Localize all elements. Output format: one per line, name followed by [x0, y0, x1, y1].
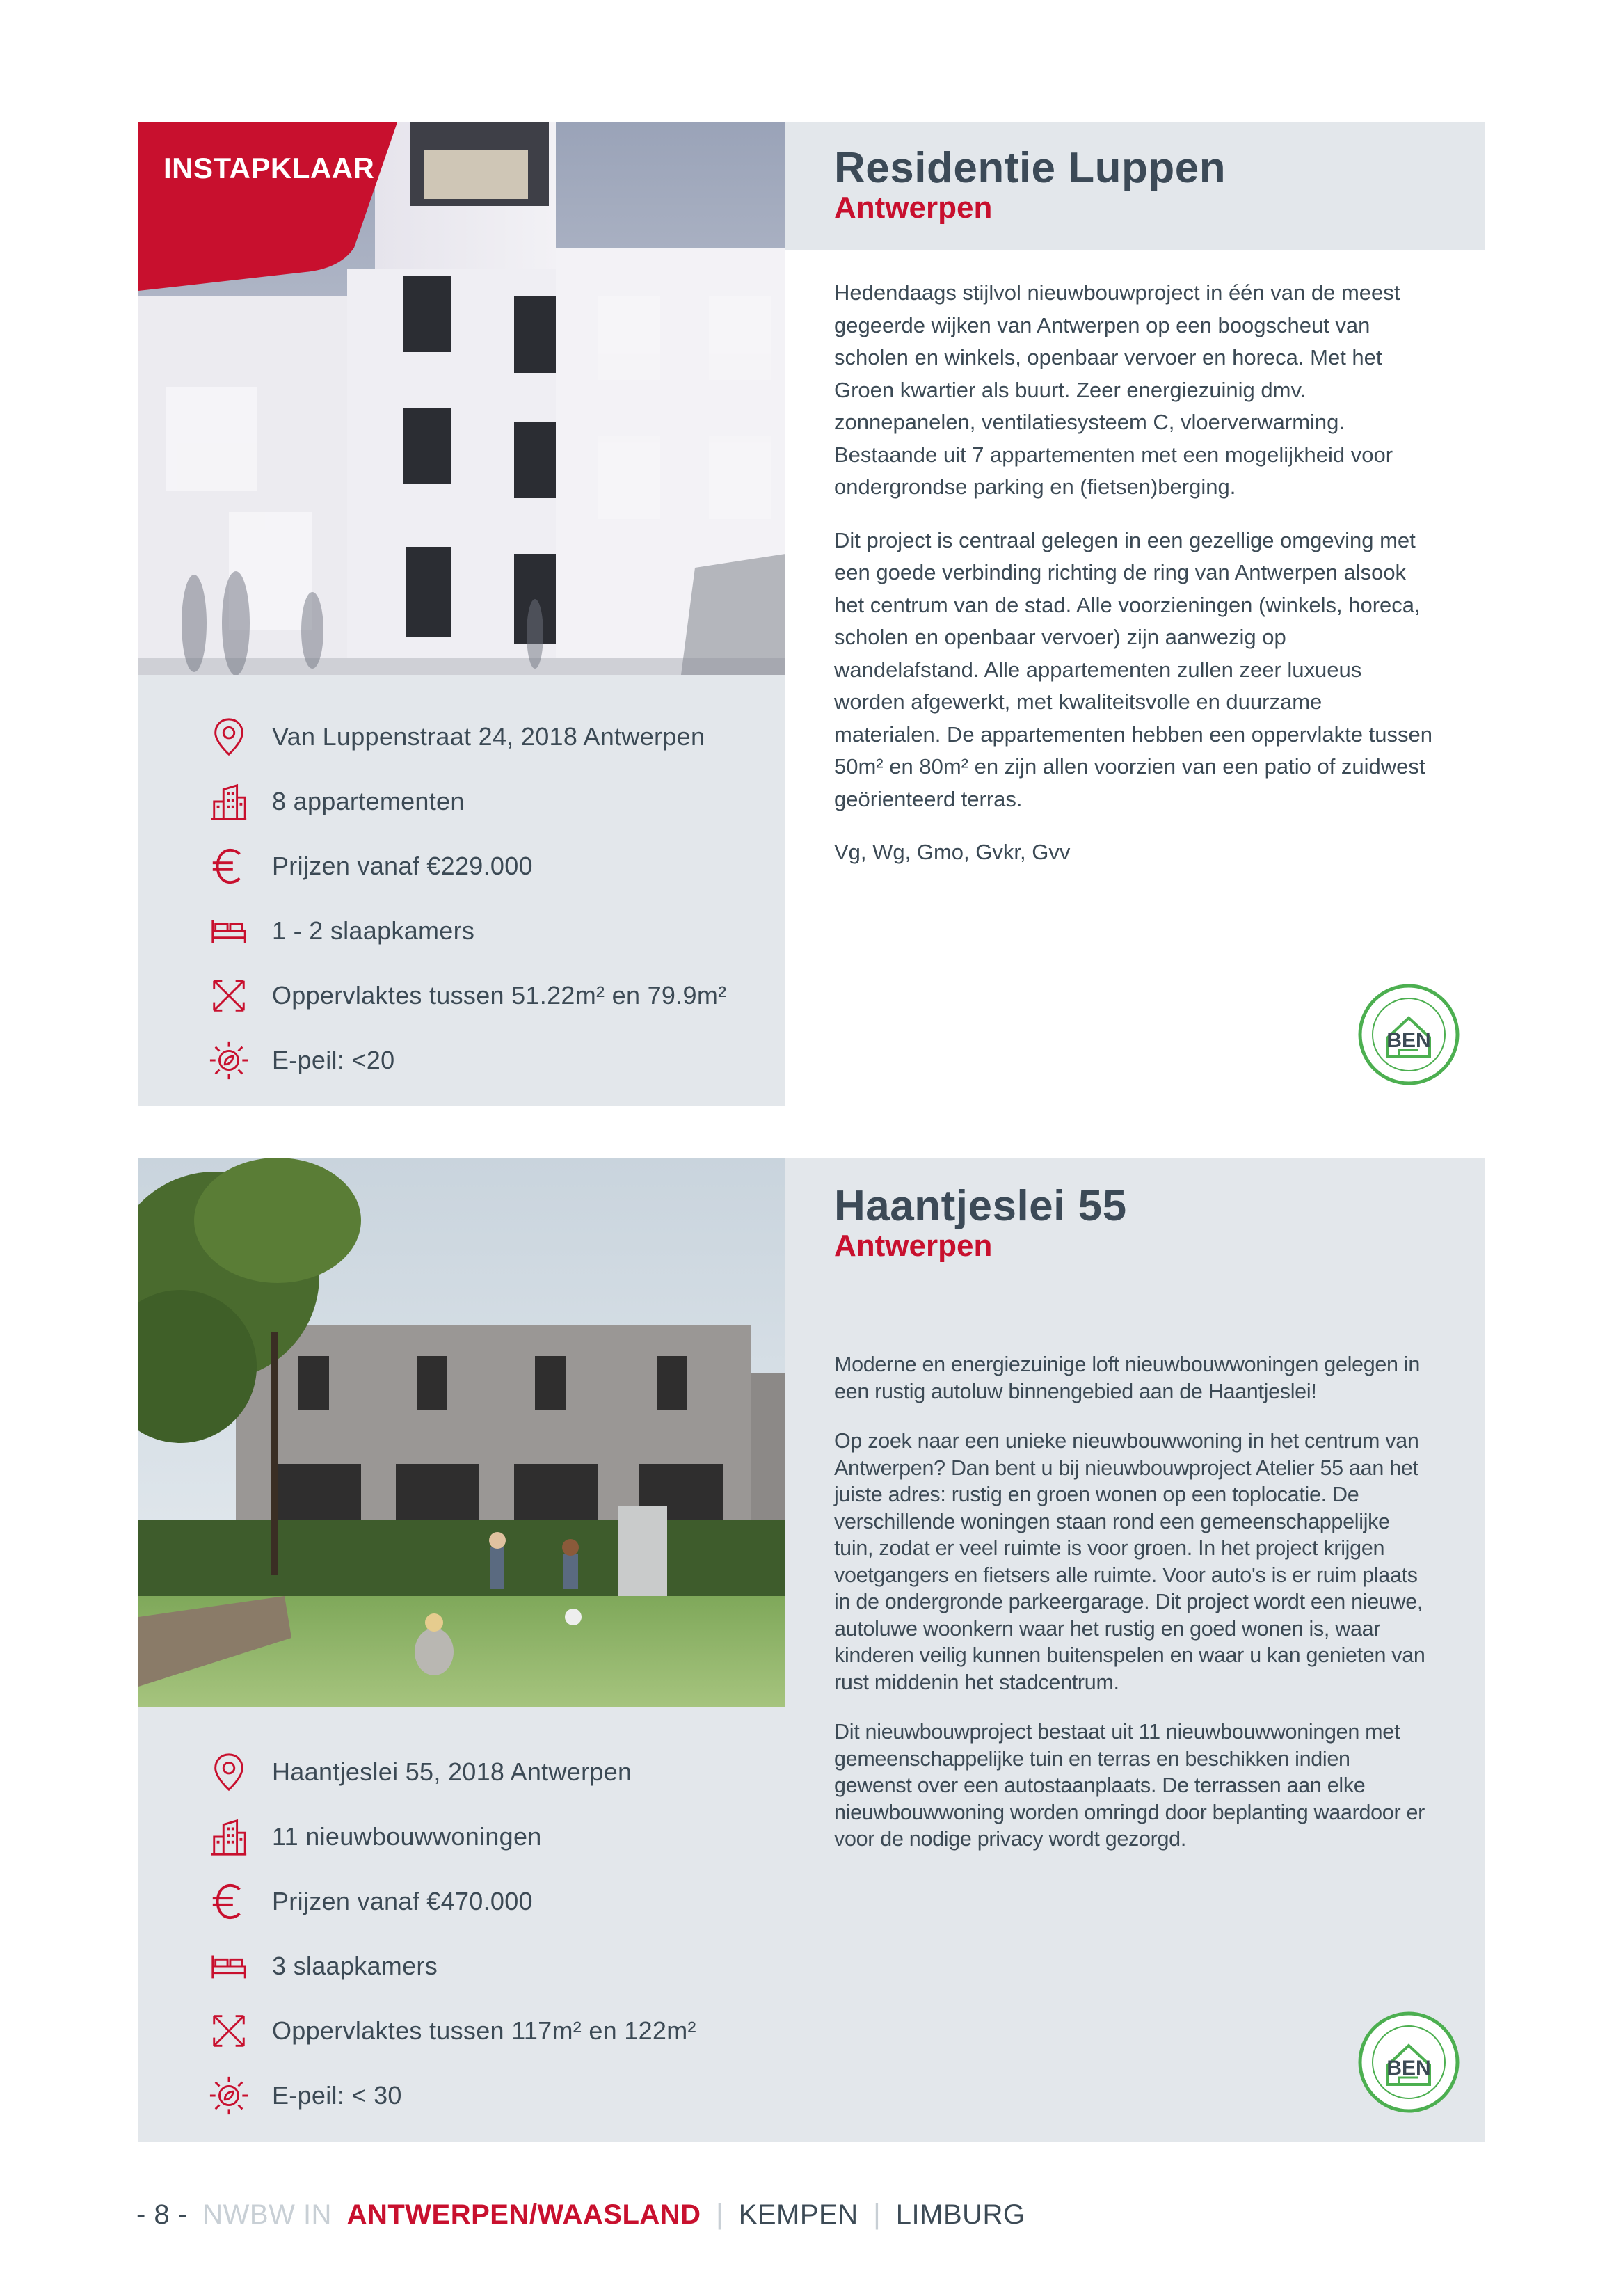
buildings-icon: [208, 1816, 250, 1858]
project-heading: [834, 1183, 1127, 1262]
fact-area: [208, 1998, 765, 2063]
project-description: [834, 277, 1432, 890]
fact-label: 11 nieuwbouwwoningen: [272, 1821, 542, 1851]
footer-separator: |: [873, 2199, 881, 2230]
energy-sun-icon: [208, 1039, 250, 1081]
project-facts: [208, 1739, 765, 2128]
expand-arrows-icon: [208, 975, 250, 1017]
fact-label: Haantjeslei 55, 2018 Antwerpen: [272, 1757, 632, 1786]
project-facts: [208, 704, 765, 1092]
project-city: Antwerpen: [834, 1229, 993, 1263]
project-photo: [138, 1158, 785, 1707]
project-description: [834, 1351, 1432, 1876]
fact-area: [208, 963, 765, 1028]
fact-label: Van Luppenstraat 24, 2018 Antwerpen: [272, 722, 705, 751]
fact-epeil: [208, 2063, 765, 2128]
instapklaar-badge: [138, 122, 397, 291]
footer-region-active[interactable]: ANTWERPEN/WAASLAND: [346, 2199, 701, 2230]
description-paragraph: Vg, Wg, Gmo, Gvkr, Gvv: [834, 840, 1071, 864]
fact-label: 8 appartementen: [272, 786, 465, 815]
fact-price: [208, 834, 765, 898]
page-footer: [136, 2199, 1032, 2231]
page-number: - 8 -: [136, 2199, 188, 2230]
description-paragraph: Moderne en energiezuinige loft nieuwbouwwoningen gelegen in een rustig autoluw binnengebied aan de Haantjeslei!: [834, 1353, 1421, 1403]
badge-label: INSTAPKLAAR: [163, 152, 375, 184]
fact-label: Oppervlaktes tussen 51.22m² en 79.9m²: [272, 980, 727, 1010]
ben-logo-text: BEN: [1386, 2057, 1431, 2080]
fact-label: Prijzen vanaf €229.000: [272, 851, 533, 880]
ben-logo-text: BEN: [1386, 1029, 1431, 1052]
bed-icon: [208, 1945, 250, 1987]
footer-region-kempen[interactable]: KEMPEN: [738, 2199, 858, 2230]
buildings-icon: [208, 781, 250, 822]
expand-arrows-icon: [208, 2010, 250, 2052]
project-title: Haantjeslei 55: [834, 1182, 1127, 1230]
footer-separator: |: [716, 2199, 724, 2230]
fact-label: Prijzen vanaf €470.000: [272, 1886, 533, 1915]
location-pin-icon: [208, 716, 250, 758]
project-card-haantjeslei: [138, 1158, 1485, 2142]
description-paragraph: Dit nieuwbouwproject bestaat uit 11 nieuwbouwwoningen met gemeenschappelijke tuin en terras en beschikken indien gewenst over een autostaanplaats. De terrassen aan elke nieuwbouwwoning worden omringd door beplanting waardoor er voor de nodige privacy wordt gezorgd.: [834, 1720, 1425, 1851]
description-paragraph: Hedendaags stijlvol nieuwbouwproject in één van de meest gegeerde wijken van Antwerpen op een boogscheut van scholen en winkels, openbaar vervoer en horeca. Met het Groen kwartier als buurt. Zeer energiezuinig dmv. zonnepanelen, ventilatiesysteem C, vloerverwarming. Bestaande uit 7 appartementen met een mogelijkheid voor ondergrondse parking en (fietsen)berging.: [834, 280, 1400, 499]
footer-region-limburg[interactable]: LIMBURG: [895, 2199, 1025, 2230]
energy-sun-icon: [208, 2075, 250, 2116]
location-pin-icon: [208, 1751, 250, 1793]
fact-units: [208, 1804, 765, 1869]
ben-logo: [1357, 983, 1460, 1086]
footer-prefix: NWBW IN: [202, 2199, 332, 2230]
project-heading: [834, 145, 1226, 224]
fact-bedrooms: [208, 1934, 765, 1998]
fact-address: [208, 1739, 765, 1804]
fact-label: 3 slaapkamers: [272, 1951, 438, 1980]
fact-units: [208, 769, 765, 834]
fact-price: [208, 1869, 765, 1934]
bed-icon: [208, 910, 250, 952]
ben-logo: [1357, 2011, 1460, 2114]
townhouses-garden-image: [138, 1158, 785, 1707]
description-paragraph: Op zoek naar een unieke nieuwbouwwoning in het centrum van Antwerpen? Dan bent u bij nieuwbouwproject Atelier 55 aan het juiste adres: rustig en groen wonen op een toplocatie. De verschillende woningen staan rond een gemeenschappelijke tuin, zodat er veel ruimte is voor groen. In het project krijgen voetgangers en fietsers alle ruimte. Voor auto's is er ruim plaats in de ondergronde parkeergarage. Dit project wordt een nieuwe, autoluwe woonkern waar het rustig en goed wonen is, waar kinderen veilig kunnen buitenspelen en waar u kan genieten van rust middenin het stadcentrum.: [834, 1429, 1425, 1694]
fact-label: Oppervlaktes tussen 117m² en 122m²: [272, 2016, 696, 2045]
project-title: Residentie Luppen: [834, 144, 1226, 192]
project-city: Antwerpen: [834, 191, 993, 225]
fact-epeil: [208, 1028, 765, 1092]
euro-icon: [208, 845, 250, 887]
fact-label: E-peil: < 30: [272, 2080, 402, 2110]
description-paragraph: Dit project is centraal gelegen in een gezellige omgeving met een goede verbinding richting de ring van Antwerpen alsook het centrum van de stad. Alle voorzieningen (winkels, horeca, scholen en openbaar vervoer) zijn aanwezig op wandelafstand. Alle appartementen zullen zeer luxueus worden afgewerkt, met kwaliteitsvolle en duurzame materialen. De appartementen hebben een oppervlakte tussen 50m² en 80m² en zijn allen voorzien van een patio of zuidwest geörienteerd terras.: [834, 527, 1432, 811]
euro-icon: [208, 1881, 250, 1922]
fact-label: E-peil: <20: [272, 1045, 395, 1074]
fact-label: 1 - 2 slaapkamers: [272, 916, 475, 945]
fact-bedrooms: [208, 898, 765, 963]
fact-address: [208, 704, 765, 769]
